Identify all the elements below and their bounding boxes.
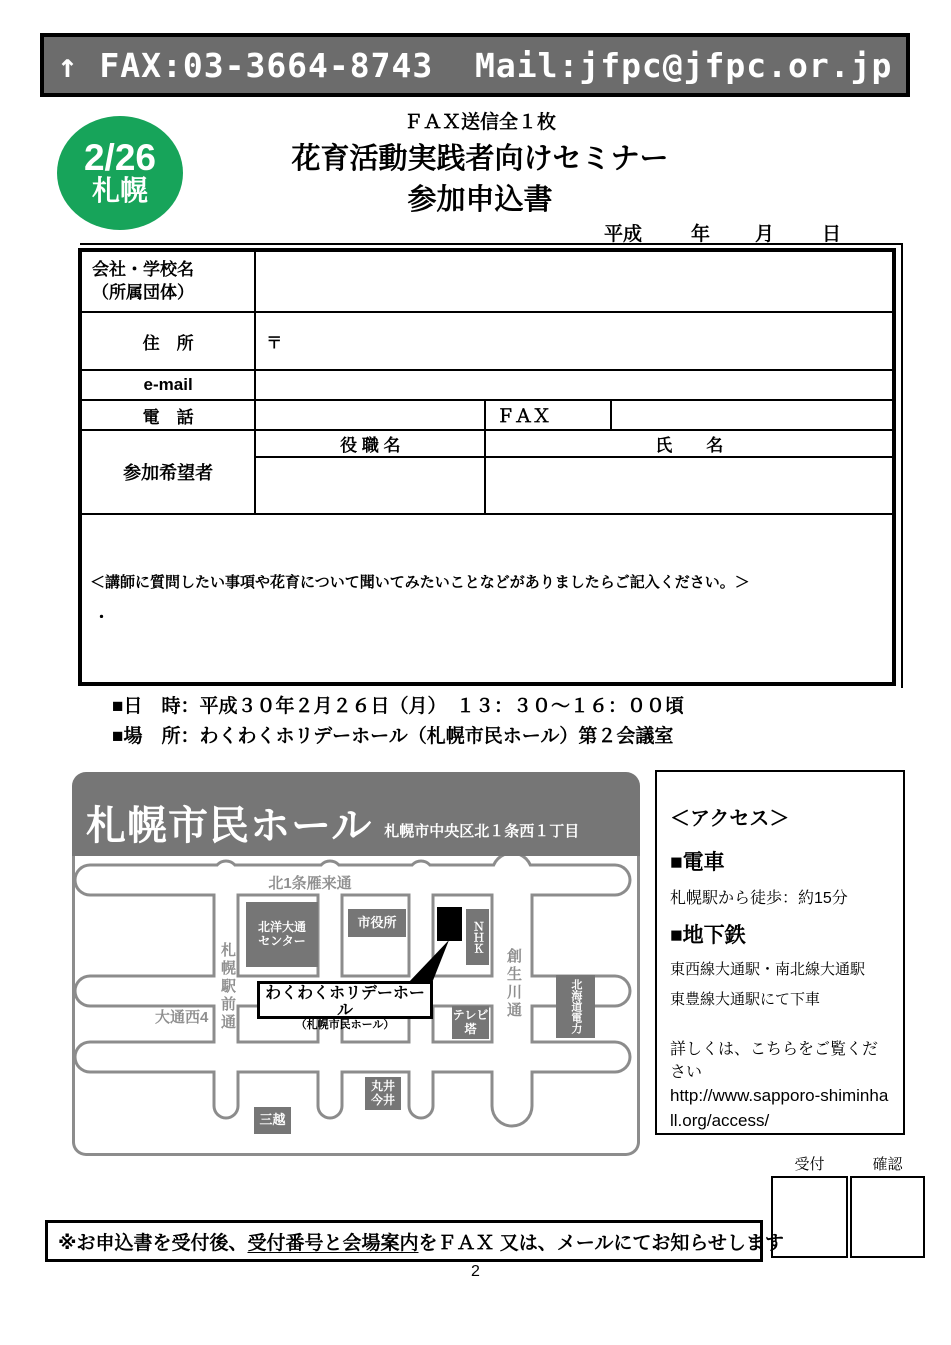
map-header [72,772,640,856]
access-more-info: 詳しくは、こちらをご覧ください [670,1041,879,1081]
event-date-badge [57,116,183,230]
access-subway-detail-2: 東豊線大通駅にて下車 [670,991,821,1008]
phone-label-cell: 電 話 [80,400,255,430]
email-input-cell[interactable] [255,370,894,400]
year-label: 年 [691,224,711,245]
table-outer-thin-line-right [901,243,903,688]
company-label-line2: （所属団体） [92,282,194,302]
fax-page-count: ＦＡＸ送信全１枚 [403,112,556,133]
role-input-cell[interactable] [255,457,485,514]
participant-label-cell: 参加希望者 [80,430,255,514]
fax-label-cell: ＦＡＸ [485,400,610,430]
application-form-table [78,248,896,686]
confirm-stamp-box[interactable] [850,1176,925,1258]
map-address: 札幌市中央区北１条西１丁目 [384,823,580,840]
question-instruction: ＜講師に質問したい事項や花育について聞いてみたいことなどがありましたらご記入ください。＞ [90,573,750,591]
building-hokuyo [246,902,318,967]
note-text-underlined: 受付番号と会場案内 [247,1232,419,1254]
form-title: 参加申込書 [407,184,553,216]
access-subway-heading: ■地下鉄 [670,924,746,947]
bottom-note [45,1220,784,1262]
access-train-detail: 札幌駅から徒歩：約15分 [670,890,848,907]
role-header-cell: 役 職 名 [255,430,485,457]
participant-header-row [80,430,894,457]
venue-callout-line1: わくわくホリデーホール [265,985,425,1019]
page-number: 2 [471,1263,480,1280]
fax-input-cell[interactable] [611,400,894,430]
building-nhk [466,909,489,965]
event-info-block [112,692,684,752]
event-datetime: ■日 時：平成３０年２月２６日（月） １３：３０～１６：００頃 [112,696,684,717]
company-label-line1: 会社・学校名 [92,259,194,279]
era-label: 平成 [604,224,643,245]
street-label-odorinishi4: 大通西4 [155,1009,209,1026]
name-input-cell[interactable] [485,457,894,514]
venue-callout [257,981,433,1031]
email-row [80,370,894,400]
note-text-post: をＦＡＸ 又は、メールにてお知らせします [418,1232,784,1254]
fax-contact-text: ↑ FAX:03-3664-8743 Mail:jfpc@jfpc.or.jp [57,45,893,85]
access-subway-detail-1: 東西線大通駅・南北線大通駅 [670,961,866,978]
building-nhk-label: ＮＨＫ [471,920,484,954]
access-heading: ＜アクセス＞ [670,808,790,830]
email-label-cell: e-mail [80,370,255,400]
seminar-title: 花育活動実践者向けセミナー [291,143,669,175]
building-cityhall: 市役所 [348,909,406,937]
document-title-block [210,107,750,218]
map-body [72,856,640,1156]
question-bullet: ・ [94,608,110,626]
street-label-kita1jo: 北1条雁来通 [268,875,352,892]
building-tvtower-line1: テレビ [452,1007,489,1022]
address-input-cell[interactable] [255,312,894,370]
building-marui [365,1077,401,1110]
question-input-area[interactable] [80,514,894,684]
confirm-label: 確認 [872,1156,903,1173]
hall-location-marker [437,907,462,941]
building-marui-line1: 丸井 [370,1078,395,1093]
access-panel [655,770,905,1135]
company-row [80,250,894,312]
building-marui-line2: 今井 [370,1092,395,1107]
note-text-pre: ※お申込書を受付後、 [58,1232,248,1254]
building-tvtower [452,1006,489,1039]
name-header-cell: 氏 名 [485,430,894,457]
map-title: 札幌市民ホール [86,804,373,848]
street-label-soseigawa: 創生川通 [505,948,522,1020]
question-row [80,514,894,684]
venue-callout-line2: （札幌市民ホール） [295,1019,395,1031]
month-label: 月 [755,224,775,245]
event-place: ■場 所：わくわくホリデーホール（札幌市民ホール）第２会議室 [112,726,674,747]
building-tvtower-line2: 塔 [464,1021,477,1036]
phone-fax-row [80,400,894,430]
address-label-cell: 住 所 [80,312,255,370]
receipt-label: 受付 [794,1156,825,1173]
street-label-ekimae: 札幌駅前通 [219,942,236,1032]
company-label-cell [80,250,255,312]
postal-mark: 〒 [266,334,283,352]
table-outer-thin-line-top [80,243,903,245]
address-row [80,312,894,370]
badge-date: 2/26 [83,137,156,179]
badge-city: 札幌 [91,175,148,207]
day-label: 日 [822,224,842,245]
building-denryoku [556,975,595,1038]
fax-contact-banner [40,33,910,97]
building-hokuyo-line2: センター [258,933,306,948]
phone-input-cell[interactable] [255,400,485,430]
building-denryoku-label: 北海道電力 [569,979,582,1034]
company-input-cell[interactable] [255,250,894,312]
building-hokuyo-line1: 北洋大通 [257,919,306,934]
access-train-heading: ■電車 [670,851,725,874]
building-mitsukoshi: 三越 [254,1107,291,1134]
access-url[interactable]: http://www.sapporo-shiminhall.org/access/ [670,1086,889,1130]
